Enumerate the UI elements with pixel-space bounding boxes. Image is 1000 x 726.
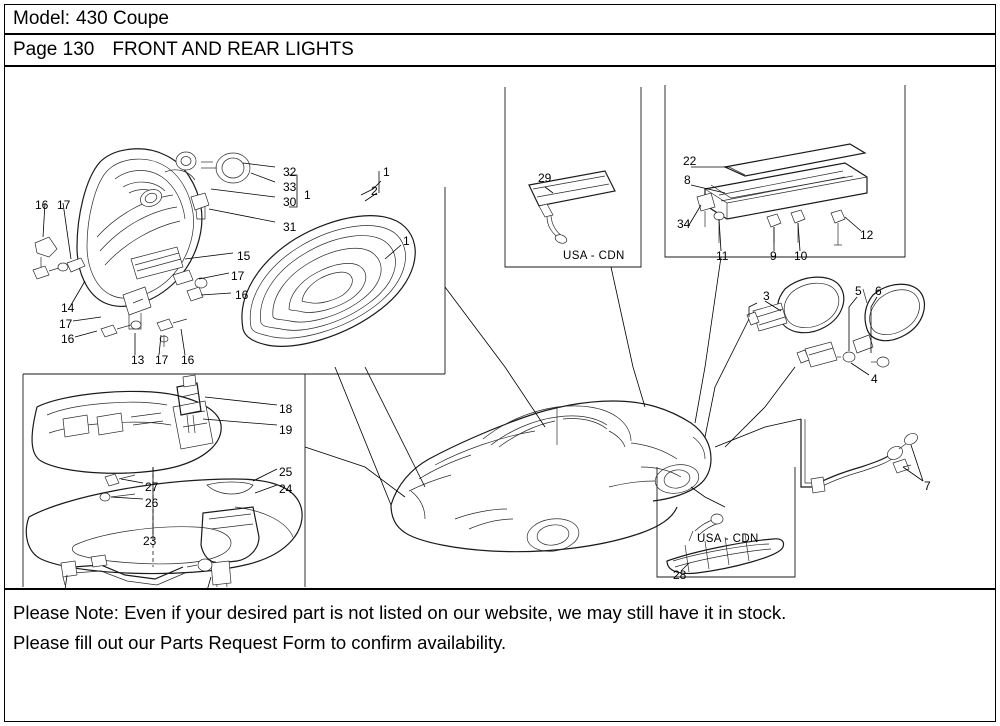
- callout-26: 26: [145, 496, 159, 510]
- license-plate-lamp-wiring: [801, 419, 920, 493]
- car-outline: [391, 401, 711, 554]
- callout-3: 3: [763, 289, 770, 303]
- callout-7: 7: [924, 479, 931, 493]
- footer-note: [4, 589, 996, 722]
- side-turn-indicators: [747, 277, 924, 367]
- region-caption-usa-cdn-top: USA - CDN: [563, 250, 625, 262]
- callout-25: 25: [279, 465, 293, 479]
- model-header: [4, 4, 996, 34]
- callout-28: 28: [673, 568, 687, 582]
- callout-12: 12: [860, 228, 874, 242]
- callout-11: 11: [716, 249, 729, 263]
- callout-1-lens-top: 1: [383, 165, 390, 179]
- callout-32: 32: [283, 165, 297, 179]
- exploded-parts-diagram: [4, 66, 996, 589]
- callout-29: 29: [538, 171, 552, 185]
- model-value: 430 Coupe: [76, 8, 169, 29]
- callout-22: 22: [683, 154, 697, 168]
- callout-17-c: 17: [155, 353, 169, 367]
- headlamp-lens: [242, 216, 415, 347]
- front-bumper-washer-assembly: [26, 375, 302, 587]
- callout-27: 27: [145, 480, 159, 494]
- callout-16-d: 16: [235, 288, 249, 302]
- region-caption-usa-cdn-bottom: USA - CDN: [697, 533, 759, 545]
- callout-23: 23: [143, 534, 157, 548]
- callout-9: 9: [770, 249, 777, 263]
- callout-1-lens: 1: [403, 234, 410, 248]
- callout-17-d: 17: [231, 269, 245, 283]
- callout-18: 18: [279, 402, 293, 416]
- callout-19: 19: [279, 423, 293, 437]
- callout-30: 30: [283, 195, 297, 209]
- callout-6: 6: [875, 284, 882, 298]
- model-label: Model:: [13, 8, 71, 29]
- callout-2: 2: [371, 184, 378, 198]
- callout-34: 34: [677, 217, 691, 231]
- callout-4: 4: [871, 372, 878, 386]
- callout-16-a: 16: [35, 198, 49, 212]
- callout-33: 33: [283, 180, 297, 194]
- callout-17-a: 17: [57, 198, 71, 212]
- rear-lamp-cluster: [697, 144, 867, 245]
- callout-1-lamp: 1: [304, 188, 311, 202]
- footer-line-2: Please fill out our Parts Request Form to confirm availability.: [13, 632, 507, 653]
- callout-14: 14: [61, 301, 75, 315]
- footer-line-1: Please Note: Even if your desired part is not listed on our website, we may still have it in stock.: [13, 602, 787, 623]
- page-header: [4, 34, 996, 66]
- callout-15: 15: [237, 249, 251, 263]
- callout-8: 8: [684, 173, 691, 187]
- callout-31: 31: [283, 220, 297, 234]
- callout-24: 24: [279, 482, 293, 496]
- callout-17-b: 17: [59, 317, 73, 331]
- section-title: FRONT AND REAR LIGHTS: [112, 39, 354, 60]
- callout-10: 10: [794, 249, 808, 263]
- callout-13: 13: [131, 353, 145, 367]
- callout-16-b: 16: [61, 332, 75, 346]
- callout-16-c: 16: [181, 353, 195, 367]
- page-number: Page 130: [13, 39, 95, 60]
- callout-5: 5: [855, 284, 862, 298]
